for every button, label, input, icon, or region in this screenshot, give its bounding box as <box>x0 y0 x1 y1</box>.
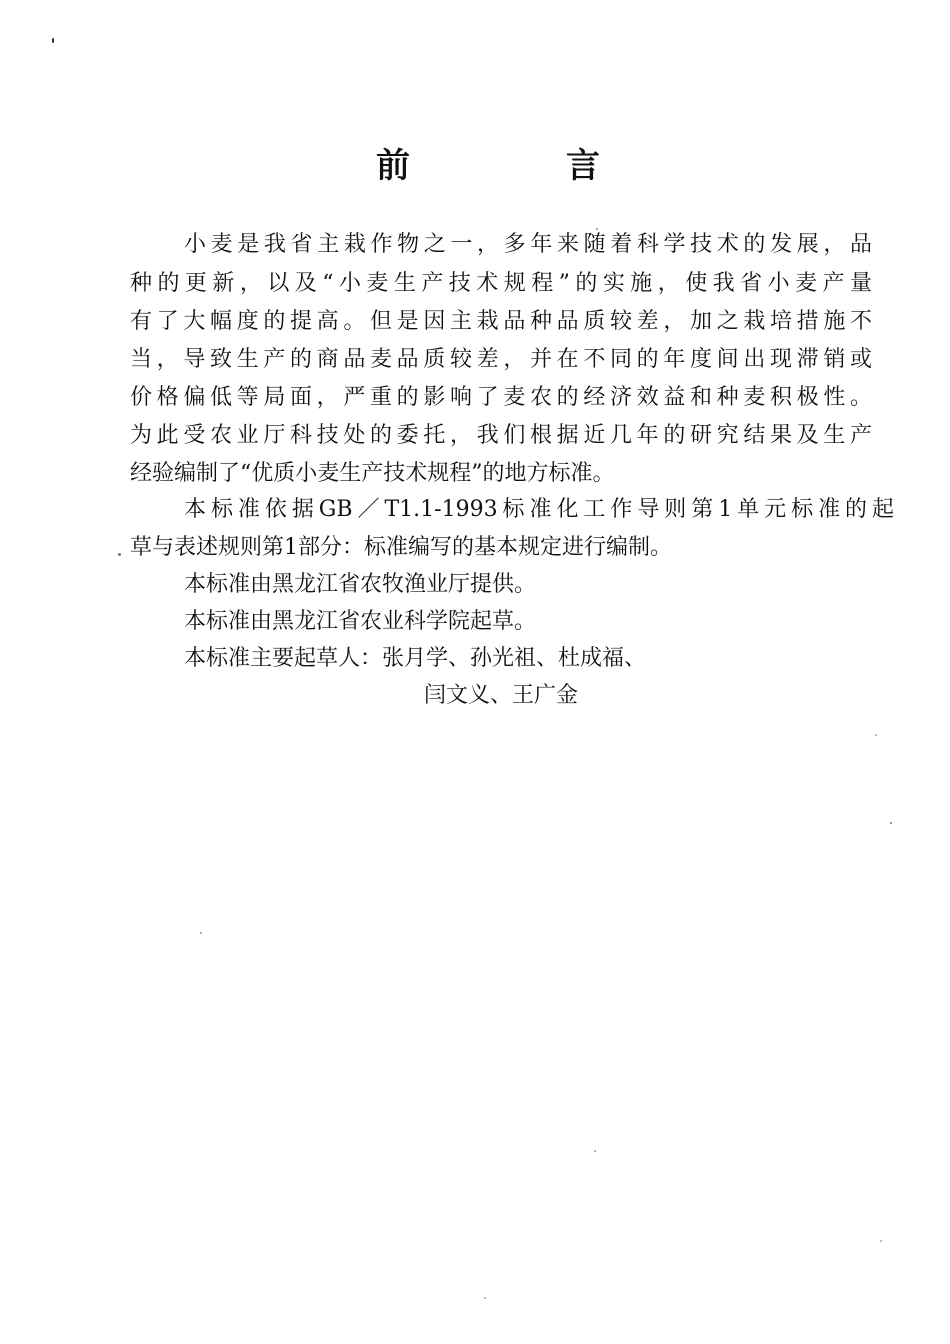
paragraph2-line-2: 草与表述规则第1部分：标准编写的基本规定进行编制。 <box>130 535 672 560</box>
scan-speck <box>484 1297 486 1299</box>
paragraph1-line-5: 价格偏低等局面，严重的影响了麦农的经济效益和种麦积极性。 <box>130 385 872 410</box>
scan-speck <box>880 1240 882 1242</box>
scan-speck <box>875 734 877 736</box>
paragraph1-line-6: 为此受农业厅科技处的委托，我们根据近几年的研究结果及生产 <box>130 423 872 448</box>
paragraph3: 本标准由黑龙江省农牧渔业厅提供。 <box>184 572 537 597</box>
paragraph1-line-7: 经验编制了“优质小麦生产技术规程”的地方标准。 <box>130 461 615 486</box>
paragraph1-line-3: 有了大幅度的提高。但是因主栽品种品质较差，加之栽培措施不 <box>130 309 872 334</box>
paragraph1-line-2: 种的更新，以及“小麦生产技术规程”的实施，使我省小麦产量 <box>130 271 872 296</box>
scan-speck <box>890 822 892 824</box>
scan-speck <box>52 38 54 43</box>
scan-speck <box>118 553 121 556</box>
title-char-1: 前 <box>376 146 410 186</box>
paragraph2-line-1: 本标准依据GB／T1.1-1993标准化工作导则第1单元标准的起 <box>184 497 894 522</box>
paragraph1-line-1: 小麦是我省主栽作物之一，多年来随着科学技术的发展，品 <box>184 232 872 257</box>
drafters-line-1: 本标准主要起草人：张月学、孙光祖、杜成福、 <box>184 646 647 671</box>
title-char-2: 言 <box>566 146 600 186</box>
paragraph1-line-4: 当，导致生产的商品麦品质较差，并在不同的年度间出现滞销或 <box>130 347 872 372</box>
paragraph4: 本标准由黑龙江省农业科学院起草。 <box>184 609 537 634</box>
page-title <box>0 143 950 189</box>
scan-speck <box>200 932 202 934</box>
drafters-line-2: 闫文义、王广金 <box>424 683 579 708</box>
scan-speck <box>594 1150 596 1152</box>
scan-speck <box>596 228 598 230</box>
